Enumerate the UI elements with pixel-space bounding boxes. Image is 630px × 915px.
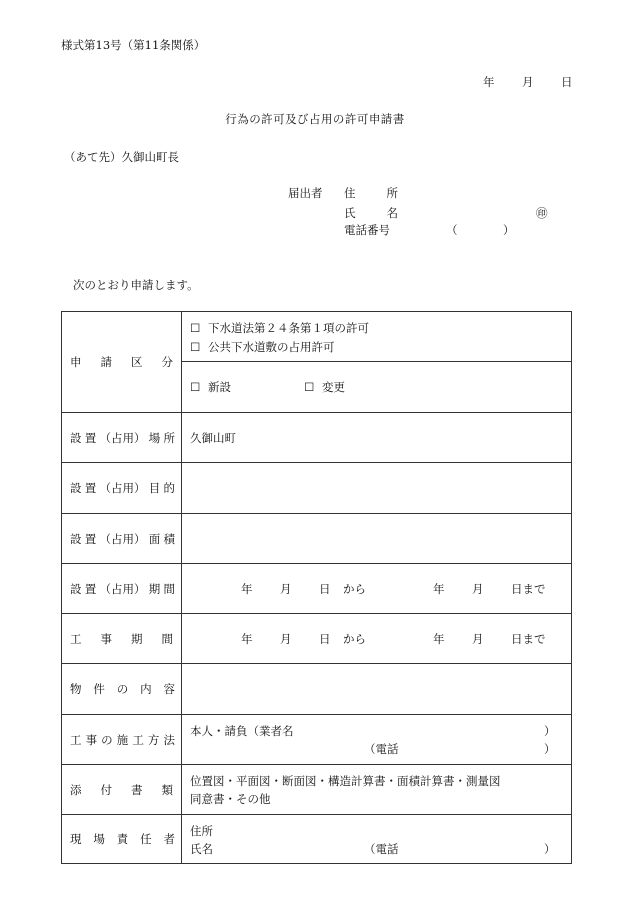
manager-phone-label: （電話 xyxy=(364,842,399,856)
period-from-suffix: から xyxy=(343,582,366,596)
checkbox-icon[interactable]: ☐ xyxy=(190,340,201,354)
row-object xyxy=(62,664,571,715)
period-from-month: 月 xyxy=(280,582,292,596)
row-place xyxy=(62,413,571,463)
work-to-month: 月 xyxy=(472,632,484,646)
manager-name-label: 氏名 xyxy=(190,842,213,856)
place-label: 設 置 （占用） 場 所 xyxy=(70,430,175,445)
applicant-phone-open: （ xyxy=(446,223,458,237)
row-area xyxy=(62,514,571,564)
manager-phone-close: ） xyxy=(544,842,556,856)
attachments-line2: 同意書・その他 xyxy=(190,792,271,806)
applicant-name-label: 氏 名 xyxy=(344,206,398,220)
period-from-day: 日 xyxy=(319,582,331,596)
row-purpose xyxy=(62,463,571,514)
type-option-change[interactable]: ☐ 変更 xyxy=(304,380,345,394)
area-label: 設 置 （占用） 面 積 xyxy=(70,531,175,546)
object-label: 物 件 の 内 容 xyxy=(70,682,175,696)
application-table xyxy=(61,311,572,864)
date-year-label: 年 xyxy=(483,75,495,89)
applicant-address-label: 住 所 xyxy=(344,186,398,200)
type-option-new[interactable]: ☐ 新設 xyxy=(190,380,231,394)
addressee: （あて先）久御山町長 xyxy=(64,150,179,164)
row-period xyxy=(62,564,571,614)
type-options xyxy=(182,362,571,412)
category-value-cell xyxy=(182,312,571,412)
work-period-label: 工 事 期 間 xyxy=(70,631,173,646)
row-work-period xyxy=(62,614,571,664)
page-title: 行為の許可及び占用の許可申請書 xyxy=(225,112,405,126)
purpose-value-cell[interactable] xyxy=(182,463,571,513)
work-from-day: 日 xyxy=(319,632,331,646)
row-category xyxy=(62,312,571,413)
period-to-day: 日まで xyxy=(511,582,546,596)
checkbox-icon[interactable]: ☐ xyxy=(190,321,201,335)
date-day-label: 日 xyxy=(561,75,573,89)
work-from-suffix: から xyxy=(343,632,366,646)
period-label: 設 置 （占用） 期 間 xyxy=(70,581,175,596)
manager-value-cell[interactable] xyxy=(182,815,571,863)
manager-label: 現 場 責 任 者 xyxy=(70,832,175,846)
period-to-month: 月 xyxy=(472,582,484,596)
work-period-value-cell[interactable] xyxy=(182,614,571,663)
method-phone-label: （電話 xyxy=(364,742,399,756)
method-label: 工 事 の 施 工 方 法 xyxy=(70,732,175,747)
permit-options xyxy=(182,312,571,362)
checkbox-icon[interactable]: ☐ xyxy=(304,380,315,394)
attachments-value-cell xyxy=(182,765,571,814)
method-line1: 本人・請負（業者名 xyxy=(190,724,294,738)
row-method xyxy=(62,715,571,765)
seal-mark: ㊞ xyxy=(536,206,548,220)
work-to-year: 年 xyxy=(433,632,445,646)
work-from-month: 月 xyxy=(280,632,292,646)
object-value-cell[interactable] xyxy=(182,664,571,714)
checkbox-icon[interactable]: ☐ xyxy=(190,380,201,394)
period-from-year: 年 xyxy=(241,582,253,596)
permit-option-sewer-act[interactable]: ☐ 下水道法第２４条第１項の許可 xyxy=(190,321,369,335)
method-line1-close: ） xyxy=(544,724,556,738)
work-from-year: 年 xyxy=(241,632,253,646)
manager-address-label: 住所 xyxy=(190,824,213,838)
form-number: 様式第13号（第11条関係） xyxy=(61,38,206,52)
date-month-label: 月 xyxy=(522,75,534,89)
place-value-cell[interactable] xyxy=(182,413,571,462)
area-value-cell[interactable] xyxy=(182,514,571,563)
method-phone-close: ） xyxy=(544,742,556,756)
applicant-role-label: 届出者 xyxy=(288,186,323,200)
attachments-line1: 位置図・平面図・断面図・構造計算書・面積計算書・測量図 xyxy=(190,774,501,788)
period-to-year: 年 xyxy=(433,582,445,596)
place-value: 久御山町 xyxy=(190,431,236,445)
applicant-phone-label: 電話番号 xyxy=(344,223,390,237)
category-label-cell xyxy=(62,312,182,412)
method-value-cell[interactable] xyxy=(182,715,571,764)
period-value-cell[interactable] xyxy=(182,564,571,613)
row-attachments xyxy=(62,765,571,815)
purpose-label: 設 置 （占用） 目 的 xyxy=(70,481,175,495)
category-label: 申 請 区 分 xyxy=(70,355,173,369)
work-to-day: 日まで xyxy=(511,632,546,646)
intro-text: 次のとおり申請します。 xyxy=(73,278,199,292)
applicant-phone-close: ） xyxy=(503,223,515,237)
permit-option-occupancy[interactable]: ☐ 公共下水道敷の占用許可 xyxy=(190,340,335,354)
attachments-label: 添 付 書 類 xyxy=(70,782,173,797)
row-manager xyxy=(62,815,571,863)
